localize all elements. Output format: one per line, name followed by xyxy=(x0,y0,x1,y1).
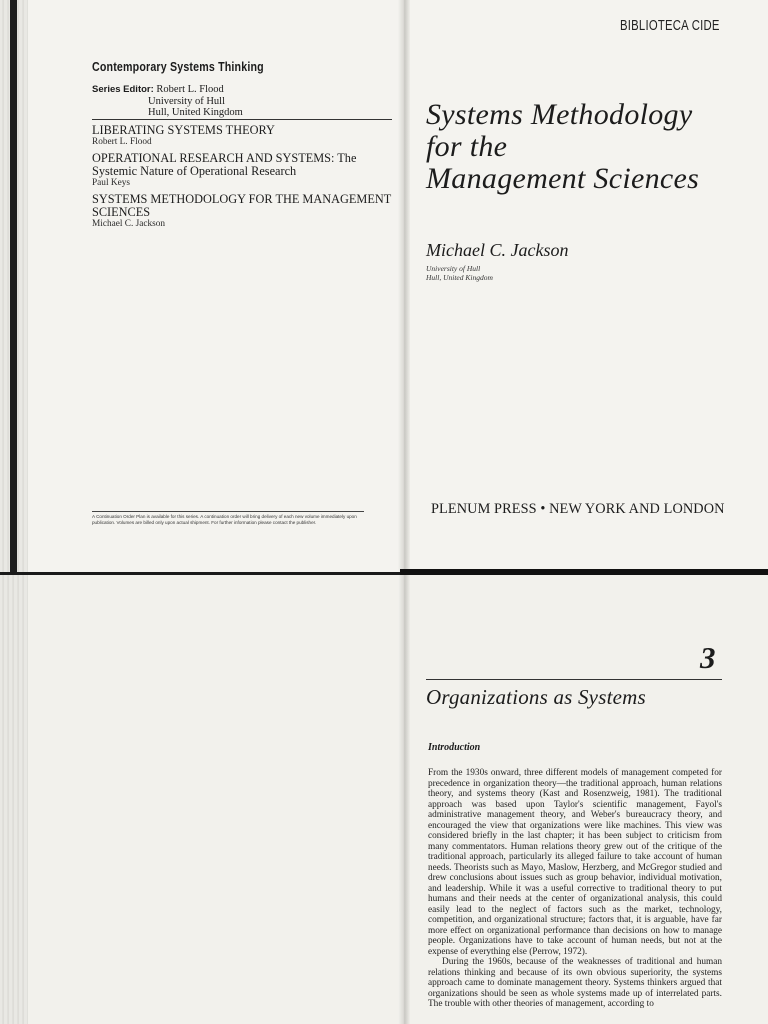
footnote-rule xyxy=(92,511,364,512)
series-editor-name: Robert L. Flood xyxy=(156,84,224,95)
library-stamp: BIBLIOTECA CIDE xyxy=(620,18,720,34)
series-rule xyxy=(92,119,392,120)
page-gutter xyxy=(398,575,410,1024)
chapter-body xyxy=(428,768,722,1010)
series-editor-institution: University of Hull xyxy=(148,95,225,107)
chapter-rule xyxy=(426,679,722,680)
series-editor-label: Series Editor: xyxy=(92,84,154,95)
bottom-spread xyxy=(0,575,768,1024)
list-item xyxy=(92,152,402,189)
series-book-list xyxy=(92,124,402,234)
page-gutter xyxy=(398,0,410,575)
paragraph: During the 1960s, because of the weaknesses of traditional and human relations thinking and because of its own obvious superiority, the systems approach came to dominate management theory. Systems thinkers argued that organizations should be seen as whole systems made up of interrelated parts. The trouble with other theories of management, according to xyxy=(428,957,722,1009)
book-title-heading xyxy=(426,99,746,195)
chapter-number: 3 xyxy=(700,640,716,675)
title-line: Systems Methodology xyxy=(426,98,693,131)
book-author: Michael C. Jackson xyxy=(92,219,166,229)
title-line: Management Sciences xyxy=(426,162,700,195)
affiliation-line: Hull, United Kingdom xyxy=(426,273,493,282)
series-title: Contemporary Systems Thinking xyxy=(92,59,264,74)
list-item xyxy=(92,193,402,230)
book-author: Paul Keys xyxy=(92,178,130,188)
title-line: for the xyxy=(426,130,508,163)
publisher-line: PLENUM PRESS • NEW YORK AND LONDON xyxy=(431,501,725,517)
binding-edge xyxy=(0,0,28,575)
book-title: SYSTEMS METHODOLOGY FOR THE MANAGEMENT SCIENCES xyxy=(92,192,392,219)
list-item xyxy=(92,124,402,148)
series-editor-place: Hull, United Kingdom xyxy=(148,107,243,118)
book-title: OPERATIONAL RESEARCH AND SYSTEMS: The Systemic Nature of Operational Research xyxy=(92,151,357,178)
binding-edge xyxy=(0,575,28,1024)
chapter-title: Organizations as Systems xyxy=(426,685,646,709)
title-author: Michael C. Jackson xyxy=(426,240,569,260)
continuation-order-note: A Continuation Order Plan is available for this series. A continuation order will bring delivery of each new volume immediately upon publication. Volumes are billed only upon actual shipment. For further information please contact the publisher. xyxy=(92,514,357,526)
paragraph: From the 1930s onward, three different models of management competed for precedence in organization theory—the traditional approach, human relations theory, and systems theory (Kast and Rosenzweig, 1981). The traditional approach was based upon Taylor's scientific management, Fayol's administrative management theory, and Weber's bureaucracy theory, and encouraged the view that organizations were like machines. This view was considered briefly in the last chapter; it has been subject to criticism from many commentators. Human relations theory grew out of the critique of the traditional approach, particularly its alleged failure to take account of human needs. Theorists such as Mayo, Maslow, Herzberg, and McGregor studied and drew conclusions about issues such as group behavior, individual motivation, and leadership. While it was a useful corrective to traditional theory to put humans and their needs at the center of organizational analysis, this could easily lead to the neglect of factors such as the market, technology, competition, and organizational structure; factors that, it is arguable, have far more effect on organizational performance than decisions on how to manage people. Organizations have to take account of human needs, but not at the expense of everything else (Perrow, 1972). xyxy=(428,768,722,957)
author-affiliation xyxy=(426,264,493,282)
affiliation-line: University of Hull xyxy=(426,264,481,273)
book-author: Robert L. Flood xyxy=(92,137,152,147)
section-heading: Introduction xyxy=(428,742,481,753)
book-title: LIBERATING SYSTEMS THEORY xyxy=(92,123,275,137)
series-editor-block xyxy=(92,84,243,119)
